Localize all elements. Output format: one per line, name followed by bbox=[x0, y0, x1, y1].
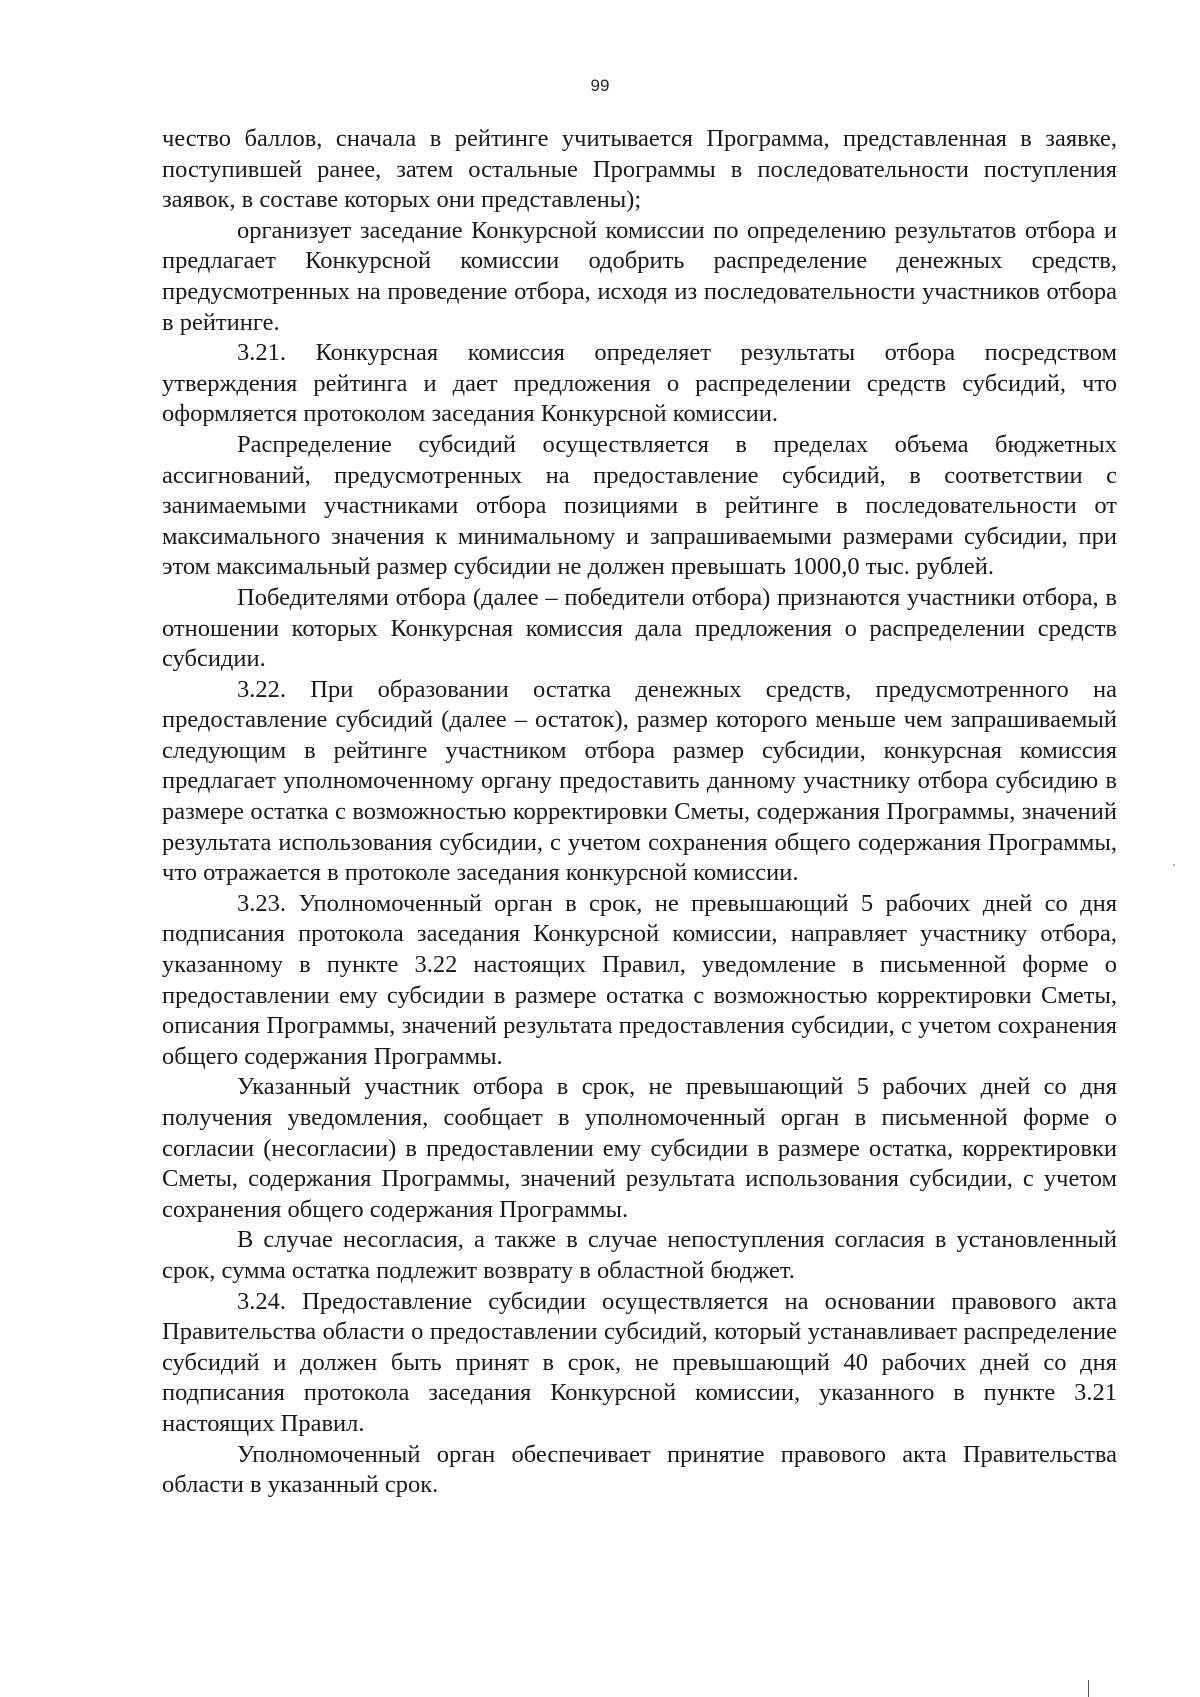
paragraph-winners: Победителями отбора (далее – победители отбора) признаются участники отбора, в отношении которых Конкурсная комиссия дала предложения о распределении средств субсидии. bbox=[162, 583, 1117, 673]
paragraph-rating-continuation: чество баллов, сначала в рейтинге учитывается Программа, представленная в заявке, поступившей ранее, затем остальные Программы в последовательности поступления заявок, в составе которых они представлены); bbox=[162, 125, 1117, 214]
document-body bbox=[162, 124, 1117, 1501]
scan-edge-mark bbox=[1088, 1680, 1089, 1697]
paragraph-clause-3-23: 3.23. Уполномоченный орган в срок, не превышающий 5 рабочих дней со дня подписания протокола заседания Конкурсной комиссии, направляет участнику отбора, указанному в пункте 3.22 настоящих Правил, уведомление в письменной форме о предоставлении ему субсидии в размере остатка с возможностью корректировки Сметы, описания Программы, значений результата предоставления субсидии, с учетом сохранения общего содержания Программы. bbox=[162, 889, 1117, 1070]
paragraph-clause-3-22: 3.22. При образовании остатка денежных средств, предусмотренного на предоставление субсидий (далее – остаток), размер которого меньше чем запрашиваемый следующим в рейтинге участником отбора размер субсидии, конкурсная комиссия предлагает уполномоченному органу предоставить данному участнику отбора субсидию в размере остатка с возможностью корректировки Сметы, содержания Программы, значений результата использования субсидии, с учетом сохранения общего содержания Программы, что отражается в протоколе заседания конкурсной комиссии. bbox=[162, 675, 1117, 887]
paragraph-subsidy-distribution: Распределение субсидий осуществляется в пределах объема бюджетных ассигнований, предусмотренных на предоставление субсидий, в соответствии с занимаемыми участниками отбора позициями в рейтинге в последовательности от максимального значения к минимальному и запрашиваемыми размерами субсидии, при этом максимальный размер субсидии не должен превышать 1000,0 тыс. рублей. bbox=[162, 430, 1117, 581]
paragraph-clause-3-24: 3.24. Предоставление субсидии осуществляется на основании правового акта Правительства области о предоставлении субсидий, который устанавливает распределение субсидий и должен быть принят в срок, не превышающий 40 рабочих дней со дня подписания протокола заседания Конкурсной комиссии, указанного в пункте 3.21 настоящих Правил. bbox=[162, 1287, 1117, 1437]
page-number: 99 bbox=[590, 76, 610, 95]
paragraph-clause-3-21: 3.21. Конкурсная комиссия определяет результаты отбора посредством утверждения рейтинга и дает предложения о распределении средств субсидий, что оформляется протоколом заседания Конкурсной комиссии. bbox=[162, 339, 1117, 428]
paragraph-participant-consent: Указанный участник отбора в срок, не превышающий 5 рабочих дней со дня получения уведомления, сообщает в уполномоченный орган в письменной форме о согласии (несогласии) в предоставлении ему субсидии в размере остатка, корректировки Сметы, содержания Программы, значений результата использования субсидии, с учетом сохранения общего содержания Программы. bbox=[162, 1073, 1117, 1223]
scan-speck bbox=[1173, 864, 1175, 866]
paragraph-commission-meeting: организует заседание Конкурсной комиссии по определению результатов отбора и предлагает Конкурсной комиссии одобрить распределение денежных средств, предусмотренных на проведение отбора, исходя из последовательности участников отбора в рейтинге. bbox=[162, 216, 1117, 336]
paragraph-legal-act: Уполномоченный орган обеспечивает принятие правового акта Правительства области в указанный срок. bbox=[162, 1440, 1117, 1499]
paragraph-disagreement: В случае несогласия, а также в случае непоступления согласия в установленный срок, сумма остатка подлежит возврату в областной бюджет. bbox=[162, 1226, 1117, 1284]
